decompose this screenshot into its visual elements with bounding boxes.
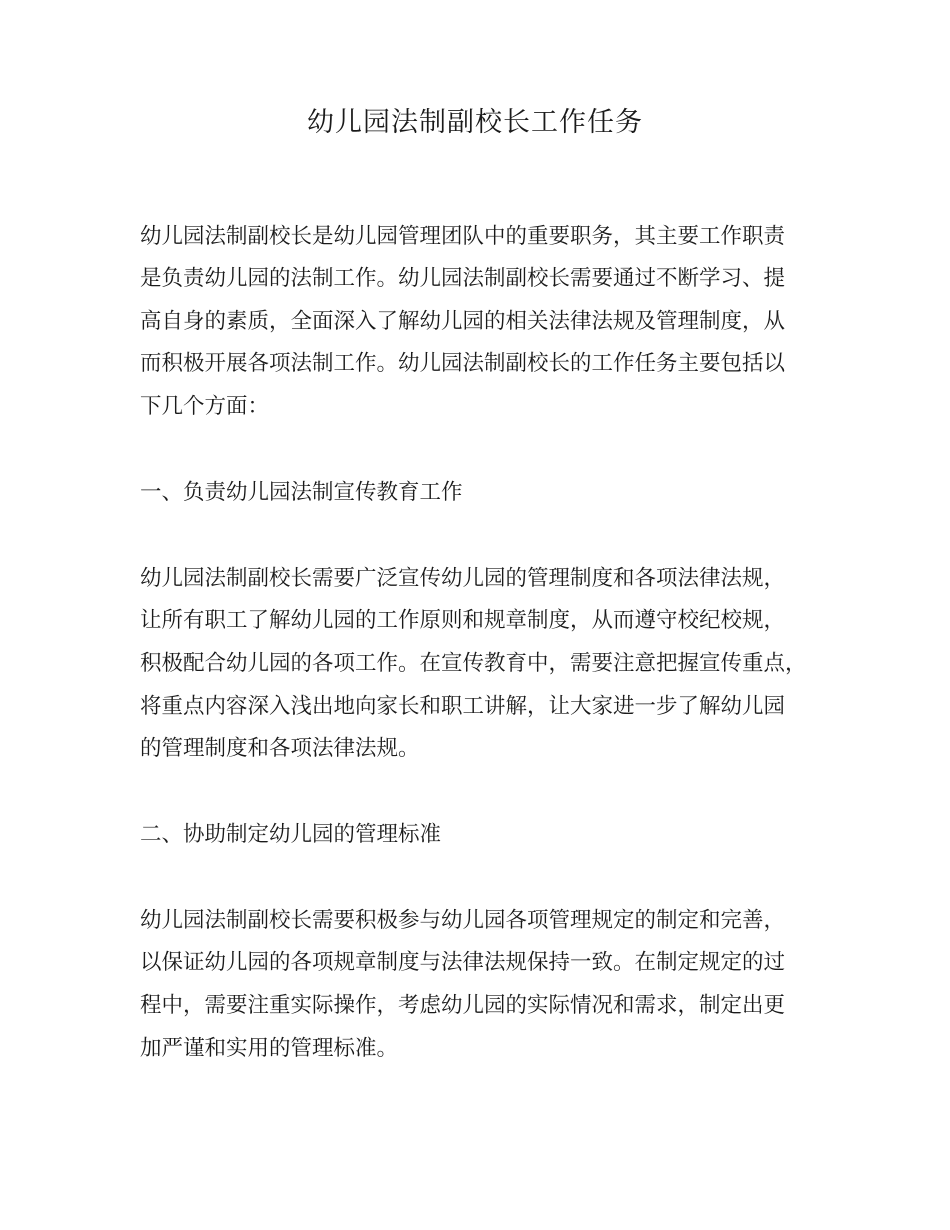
intro-line: 下几个方面： — [140, 394, 270, 419]
section-heading-1: 一、负责幼儿园法制宣传教育工作 — [140, 480, 463, 505]
section1-line: 将重点内容深入浅出地向家长和职工讲解，让大家进一步了解幼儿园 — [140, 694, 786, 719]
intro-line: 而积极开展各项法制工作。幼儿园法制副校长的工作任务主要包括以 — [140, 351, 786, 376]
intro-line: 幼儿园法制副校长是幼儿园管理团队中的重要职务，其主要工作职责 — [140, 224, 786, 249]
section-heading-2: 二、协助制定幼儿园的管理标准 — [140, 822, 442, 847]
intro-line: 是负责幼儿园的法制工作。幼儿园法制副校长需要通过不断学习、提 — [140, 266, 786, 291]
section1-line: 幼儿园法制副校长需要广泛宣传幼儿园的管理制度和各项法律法规， — [140, 566, 786, 591]
section2-line: 程中，需要注重实际操作，考虑幼儿园的实际情况和需求，制定出更 — [140, 993, 786, 1018]
section1-line: 让所有职工了解幼儿园的工作原则和规章制度，从而遵守校纪校规， — [140, 608, 786, 633]
section1-line: 积极配合幼儿园的各项工作。在宣传教育中，需要注意把握宣传重点， — [140, 651, 807, 676]
section2-line: 以保证幼儿园的各项规章制度与法律法规保持一致。在制定规定的过 — [140, 950, 786, 975]
section1-line: 的管理制度和各项法律法规。 — [140, 736, 420, 761]
section2-line: 加严谨和实用的管理标准。 — [140, 1036, 399, 1061]
section2-line: 幼儿园法制副校长需要积极参与幼儿园各项管理规定的制定和完善， — [140, 908, 786, 933]
intro-line: 高自身的素质，全面深入了解幼儿园的相关法律法规及管理制度，从 — [140, 309, 786, 334]
document-title: 幼儿园法制副校长工作任务 — [307, 107, 643, 138]
